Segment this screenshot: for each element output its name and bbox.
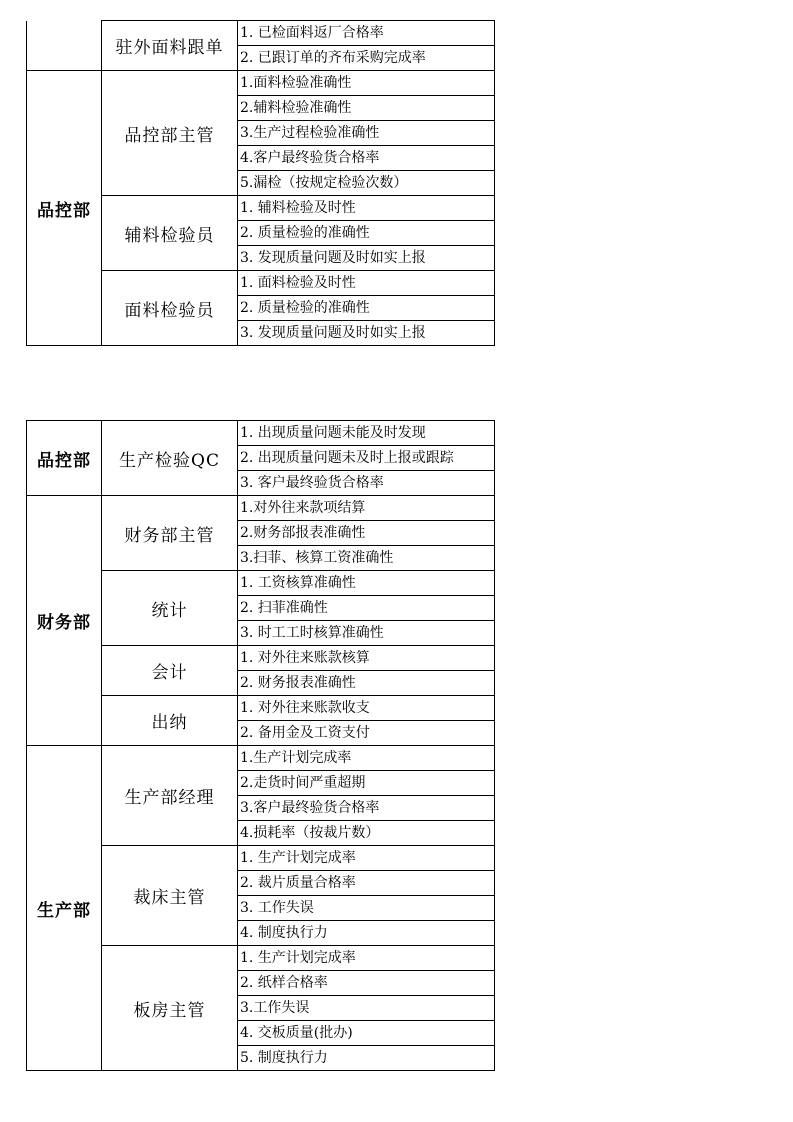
kpi-item: 5. 制度执行力	[238, 1046, 495, 1071]
kpi-item: 1. 对外往来账款收支	[238, 696, 495, 721]
kpi-item: 3. 客户最终验货合格率	[238, 471, 495, 496]
kpi-item: 2. 质量检验的准确性	[238, 221, 495, 246]
department-cell	[27, 21, 102, 71]
kpi-item: 2. 财务报表准确性	[238, 671, 495, 696]
kpi-item: 4.损耗率（按裁片数）	[238, 821, 495, 846]
kpi-item: 1. 对外往来账款核算	[238, 646, 495, 671]
department-cell: 财务部	[27, 496, 102, 746]
kpi-item: 2. 裁片质量合格率	[238, 871, 495, 896]
kpi-item: 1.对外往来款项结算	[238, 496, 495, 521]
kpi-item: 3.工作失误	[238, 996, 495, 1021]
kpi-item: 2. 质量检验的准确性	[238, 296, 495, 321]
kpi-item: 2.辅料检验准确性	[238, 96, 495, 121]
role-cell: 生产部经理	[102, 746, 238, 846]
role-cell: 会计	[102, 646, 238, 696]
department-cell: 品控部	[27, 71, 102, 346]
role-cell: 面料检验员	[102, 271, 238, 346]
kpi-item: 5.漏检（按规定检验次数）	[238, 171, 495, 196]
kpi-item: 1. 生产计划完成率	[238, 846, 495, 871]
kpi-item: 1. 工资核算准确性	[238, 571, 495, 596]
table-row	[27, 746, 495, 771]
kpi-item: 4. 交板质量(批办)	[238, 1021, 495, 1046]
table-row	[27, 71, 495, 96]
role-cell: 品控部主管	[102, 71, 238, 196]
kpi-item: 2. 已跟订单的齐布采购完成率	[238, 46, 495, 71]
kpi-item: 1. 面料检验及时性	[238, 271, 495, 296]
table-row	[27, 421, 495, 446]
kpi-item: 1.生产计划完成率	[238, 746, 495, 771]
kpi-item: 1.面料检验准确性	[238, 71, 495, 96]
kpi-item: 4.客户最终验货合格率	[238, 146, 495, 171]
kpi-item: 1. 辅料检验及时性	[238, 196, 495, 221]
kpi-item: 3. 发现质量问题及时如实上报	[238, 321, 495, 346]
kpi-item: 4. 制度执行力	[238, 921, 495, 946]
kpi-item: 2.财务部报表准确性	[238, 521, 495, 546]
kpi-item: 1. 生产计划完成率	[238, 946, 495, 971]
role-cell: 板房主管	[102, 946, 238, 1071]
role-cell: 驻外面料跟单	[102, 21, 238, 71]
role-cell: 出纳	[102, 696, 238, 746]
kpi-item: 2.走货时间严重超期	[238, 771, 495, 796]
role-cell: 统计	[102, 571, 238, 646]
table-row	[27, 21, 495, 46]
kpi-item: 3.扫菲、核算工资准确性	[238, 546, 495, 571]
department-cell: 品控部	[27, 421, 102, 496]
kpi-item: 2. 出现质量问题未及时上报或跟踪	[238, 446, 495, 471]
kpi-item: 3.客户最终验货合格率	[238, 796, 495, 821]
role-cell: 裁床主管	[102, 846, 238, 946]
department-cell: 生产部	[27, 746, 102, 1071]
kpi-table-1	[26, 20, 495, 346]
kpi-item: 3. 发现质量问题及时如实上报	[238, 246, 495, 271]
kpi-item: 1. 已检面料返厂合格率	[238, 21, 495, 46]
role-cell: 辅料检验员	[102, 196, 238, 271]
kpi-item: 3. 时工工时核算准确性	[238, 621, 495, 646]
kpi-item: 1. 出现质量问题未能及时发现	[238, 421, 495, 446]
role-cell: 生产检验QC	[102, 421, 238, 496]
role-cell: 财务部主管	[102, 496, 238, 571]
table-row	[27, 496, 495, 521]
kpi-item: 2. 纸样合格率	[238, 971, 495, 996]
kpi-item: 3.生产过程检验准确性	[238, 121, 495, 146]
kpi-table-2	[26, 420, 495, 1071]
kpi-item: 2. 备用金及工资支付	[238, 721, 495, 746]
kpi-item: 2. 扫菲准确性	[238, 596, 495, 621]
kpi-item: 3. 工作失误	[238, 896, 495, 921]
